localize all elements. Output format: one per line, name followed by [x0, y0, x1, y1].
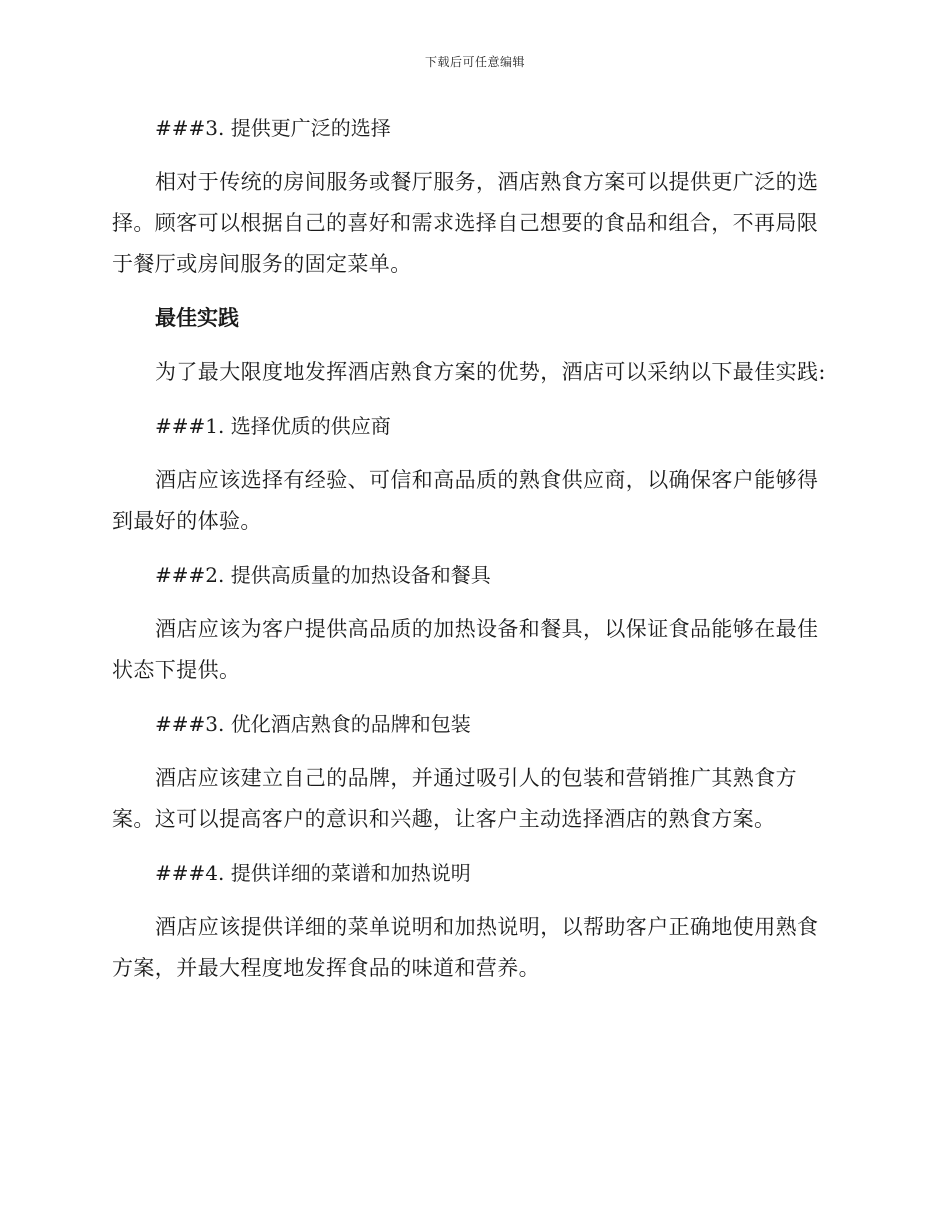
paragraph: 酒店应该选择有经验、可信和高品质的熟食供应商，以确保客户能够得到最好的体验。	[112, 468, 819, 533]
paragraph: 酒店应该提供详细的菜单说明和加热说明，以帮助客户正确地使用熟食方案，并最大程度地发挥食品的味道和营养。	[112, 915, 819, 980]
section-heading: ###3. 优化酒店熟食的品牌和包装	[155, 712, 471, 736]
paragraph: 酒店应该建立自己的品牌，并通过吸引人的包装和营销推广其熟食方案。这可以提高客户的意识和兴趣，让客户主动选择酒店的熟食方案。	[112, 766, 797, 831]
section-heading: ###3. 提供更广泛的选择	[155, 116, 391, 140]
document-body	[112, 108, 834, 989]
section-heading: ###2. 提供高质量的加热设备和餐具	[155, 563, 491, 587]
paragraph: 酒店应该为客户提供高品质的加热设备和餐具，以保证食品能够在最佳状态下提供。	[112, 617, 819, 682]
section-heading: ###1. 选择优质的供应商	[155, 414, 391, 438]
page-header: 下载后可任意编辑	[424, 55, 525, 69]
paragraph: 为了最大限度地发挥酒店熟食方案的优势，酒店可以采纳以下最佳实践:	[155, 360, 826, 384]
paragraph: 相对于传统的房间服务或餐厅服务，酒店熟食方案可以提供更广泛的选择。顾客可以根据自己的喜好和需求选择自己想要的食品和组合，不再局限于餐厅或房间服务的固定菜单。	[112, 170, 819, 276]
section-title-best-practice: 最佳实践	[155, 306, 239, 330]
section-heading: ###4. 提供详细的菜谱和加热说明	[155, 861, 471, 885]
